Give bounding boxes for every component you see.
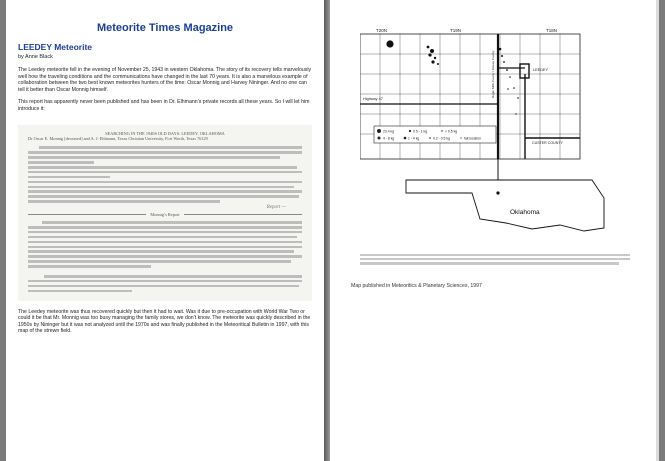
scanned-report-image [18, 125, 312, 301]
map-label-t19n: T19N [450, 28, 462, 33]
map-label-t20n: T20N [376, 28, 388, 33]
legend-fall-location: fall location [464, 136, 481, 141]
section-divider [28, 212, 302, 217]
handwritten-note: Report — [266, 205, 286, 211]
outro-paragraph: The Leedey meteorite was thus recovered quickly but then it had to wait. Was it due to pre-occupation with World War Two or could it be that Mr. Monnig was too busy managing the family stores, we don’t know. The meteorite was quickly described in the 1950s by Nininger but it was not analyzed until the 1970s and was finally published in the Meteoritical Bulletin in 1997, with this map of the strewn field. [18, 308, 311, 335]
legend-23kg: 23.4 kg [383, 129, 395, 134]
map-figure-caption-scan [360, 254, 630, 267]
legend-lt05kg: < 0.5 kg [445, 129, 458, 134]
scan-authors: Dr Oscar E. Monnig [deceased] and A. J. Ehlmann, Texas Christian University, Fort Worth, Texas 76129 [28, 135, 208, 141]
intro-paragraph-2: This report has apparently never been published and has been in Dr. Elhmann’s private records all these years. So I will let him introduce it: [18, 99, 310, 112]
article-title: LEEDEY Meteorite [18, 42, 93, 52]
legend-1-4kg: 1 - 4 kg [408, 136, 420, 141]
intro-paragraph-1: The Leedey meteorite fell in the evening of November 25, 1943 in western Oklahoma. The story of its recovery tells marvelously well how the traveling conditions and the communications have changed in the last 70 years. It is also a marvelous example of collaboration between the two best known meteorites hunters of the time: Oscar Monnig and Harvey Nininger. And no one can tell it better than Oscar Monnig himself. [18, 67, 312, 93]
right-page [330, 0, 659, 461]
custer-county-label: CUSTER COUNTY [532, 141, 563, 145]
oklahoma-outline [406, 180, 604, 231]
map-caption: Map published in Meteoritics & Planetary Sciences, 1997 [351, 283, 482, 289]
county-road-label: Roger Mills County / Dewey County [491, 50, 495, 98]
legend-05-1kg: 0.5 - 1 kg [413, 129, 428, 134]
map-label-t18n: T18N [546, 28, 558, 33]
highway-label: Highway 47 [363, 97, 383, 101]
scan-heading: SEARCHING IN THE 1940S OLD DAYS: LEEDEY, OKLAHOMA [105, 130, 225, 136]
strewn-field-map [360, 28, 630, 253]
article-byline: by Anne Black [18, 54, 53, 60]
legend-4-8kg: 4 - 8 kg [383, 136, 395, 141]
leedey-location-marker [496, 191, 499, 194]
legend-02-05kg: 0.2 - 0.5 kg [433, 136, 450, 141]
oklahoma-label: Oklahoma [510, 209, 540, 216]
section-label: Monnig’s Report [150, 212, 180, 218]
left-page [6, 0, 324, 461]
leedey-town-label: LEEDEY [533, 68, 548, 72]
magazine-title: Meteorite Times Magazine [96, 22, 234, 34]
